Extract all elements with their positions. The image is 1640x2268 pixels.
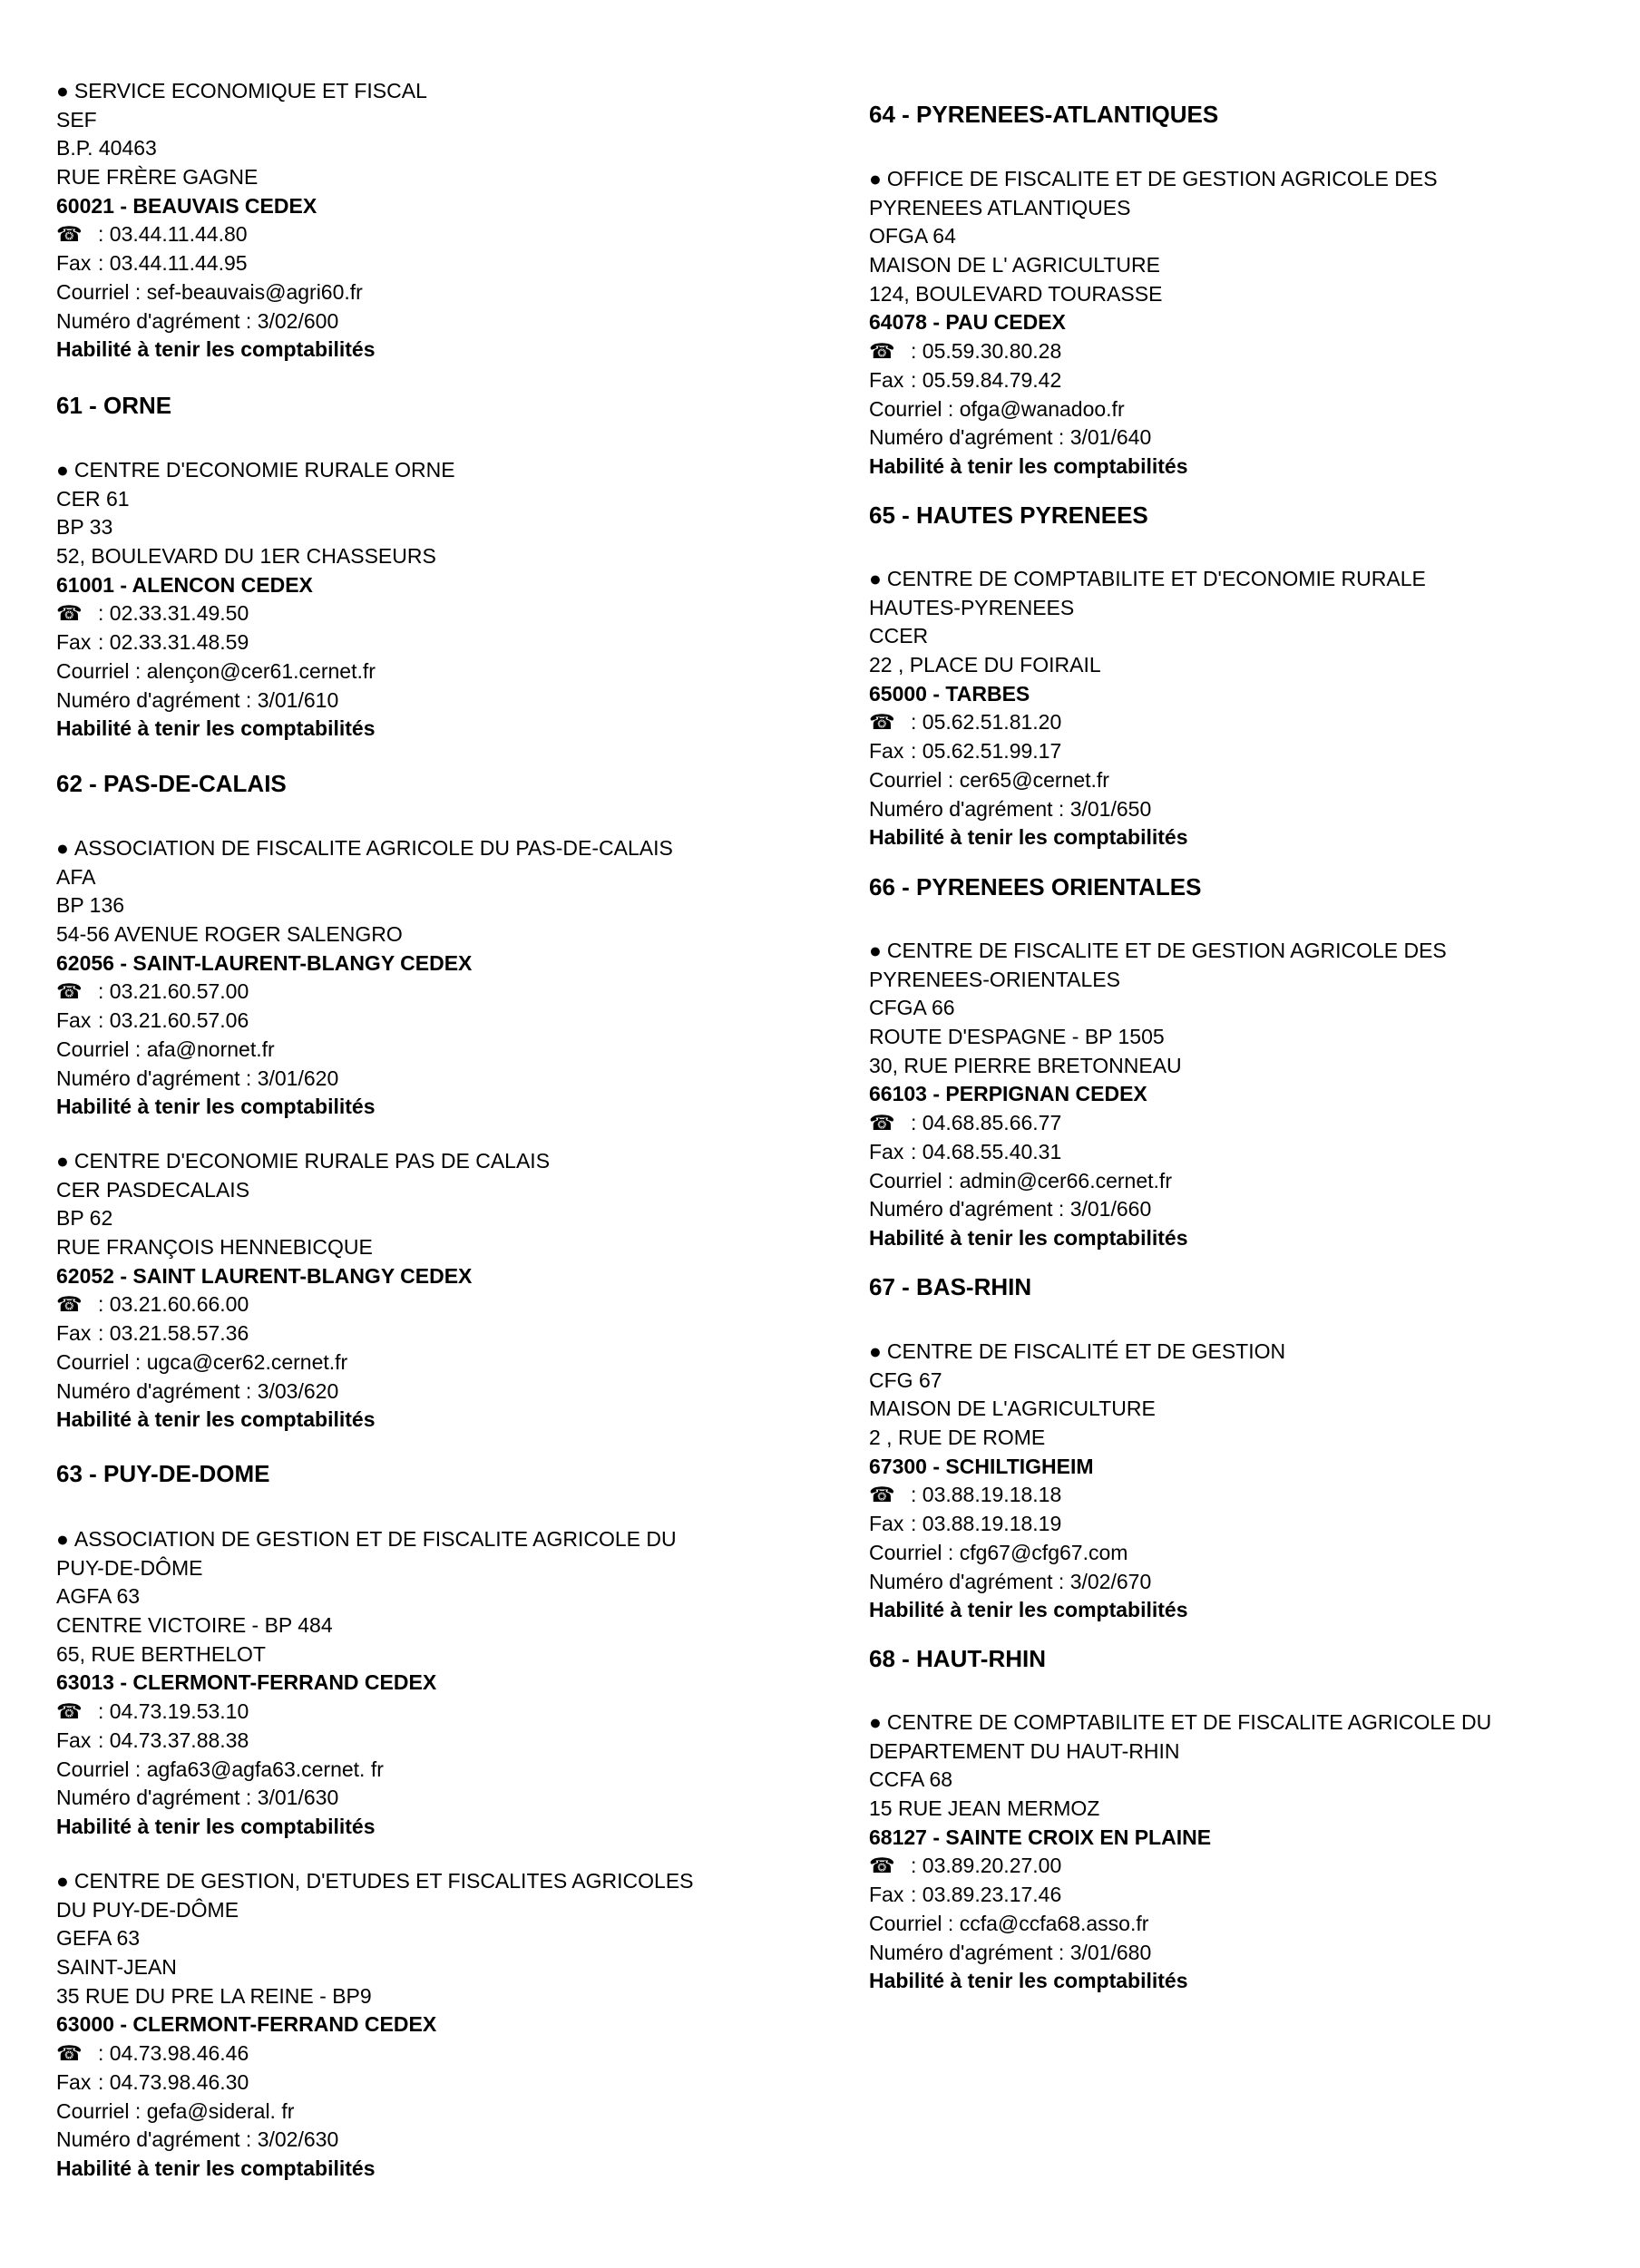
fax-line: [869, 366, 1631, 395]
organization-entry: [56, 1525, 845, 1842]
habilitation-note: Habilité à tenir les comptabilités: [56, 1407, 376, 1432]
agrement-number: Numéro d'agrément : 3/02/630: [56, 2127, 339, 2152]
fax-line: [869, 1510, 1631, 1539]
agrement-number: Numéro d'agrément : 3/01/640: [869, 425, 1152, 450]
email-line: Courriel : ugca@cer62.cernet.fr: [56, 1349, 348, 1374]
organization-name: [869, 594, 1631, 623]
phone-icon: ☎: [56, 979, 83, 1004]
organization-name-text: PYRENEES ATLANTIQUES: [869, 195, 1131, 219]
agrement-number: Numéro d'agrément : 3/02/600: [56, 308, 339, 333]
postal-city: 63013 - CLERMONT-FERRAND CEDEX: [56, 1670, 437, 1695]
organization-name: [56, 77, 845, 106]
phone-icon: ☎: [56, 222, 83, 247]
organization-name-text: HAUTES-PYRENEES: [869, 595, 1075, 619]
phone-icon: ☎: [56, 1699, 83, 1724]
address-line: CCER: [869, 624, 929, 648]
address-line: CFGA 66: [869, 996, 955, 1020]
bullet-icon: ●: [869, 167, 882, 190]
address-line: 54-56 AVENUE ROGER SALENGRO: [56, 922, 403, 947]
address-line: RUE FRÈRE GAGNE: [56, 165, 259, 190]
organization-name-text: PUY-DE-DÔME: [56, 1555, 203, 1580]
habilitation-note: Habilité à tenir les comptabilités: [56, 2156, 376, 2180]
habilitation-note: Habilité à tenir les comptabilités: [869, 1969, 1188, 1993]
organization-name-text: ASSOCIATION DE GESTION ET DE FISCALITE AGRICOLE DU: [73, 1527, 677, 1551]
fax-line: [56, 1319, 845, 1348]
habilitation-note: Habilité à tenir les comptabilités: [56, 716, 376, 741]
fax-label: Fax: [869, 367, 904, 392]
organization-name: [56, 834, 845, 863]
bullet-icon: ●: [56, 1527, 69, 1551]
organization-name-text: OFFICE DE FISCALITE ET DE GESTION AGRICOLE DES: [886, 167, 1438, 190]
phone-number: : 03.88.19.18.18: [911, 1483, 1062, 1507]
organization-name: [869, 194, 1631, 223]
fax-line: [56, 2068, 845, 2098]
fax-number: : 05.59.84.79.42: [911, 367, 1062, 392]
section-heading: 61 - ORNE: [56, 392, 172, 419]
address-line: B.P. 40463: [56, 136, 157, 161]
email-line: Courriel : alençon@cer61.cernet.fr: [56, 658, 376, 683]
fax-number: : 03.89.23.17.46: [911, 1883, 1062, 1907]
bullet-icon: ●: [56, 458, 69, 482]
agrement-number: Numéro d'agrément : 3/01/610: [56, 687, 339, 712]
organization-name: [869, 565, 1631, 594]
organization-name-text: CENTRE DE FISCALITÉ ET DE GESTION: [886, 1339, 1286, 1363]
address-line: MAISON DE L' AGRICULTURE: [869, 253, 1160, 277]
fax-label: Fax: [869, 739, 904, 764]
organization-name-text: CENTRE DE COMPTABILITE ET D'ECONOMIE RURALE: [886, 567, 1426, 590]
phone-icon: ☎: [869, 1483, 895, 1507]
fax-number: : 03.44.11.44.95: [98, 251, 248, 276]
phone-icon: ☎: [869, 339, 895, 364]
address-line: CENTRE VICTOIRE - BP 484: [56, 1613, 333, 1638]
fax-label: Fax: [56, 1728, 92, 1752]
organization-name-text: DEPARTEMENT DU HAUT-RHIN: [869, 1738, 1180, 1763]
organization-entry: [869, 937, 1631, 1253]
organization-name: [869, 165, 1631, 194]
organization-entry: [56, 456, 845, 744]
agrement-number: Numéro d'agrément : 3/01/660: [869, 1197, 1152, 1222]
fax-label: Fax: [56, 1321, 92, 1346]
fax-number: : 05.62.51.99.17: [911, 739, 1062, 764]
address-line: GEFA 63: [56, 1926, 141, 1951]
address-line: ROUTE D'ESPAGNE - BP 1505: [869, 1025, 1165, 1049]
organization-entry: [56, 1867, 845, 2184]
address-line: 2 , RUE DE ROME: [869, 1426, 1046, 1450]
postal-city: 67300 - SCHILTIGHEIM: [869, 1454, 1094, 1478]
section-heading: 64 - PYRENEES-ATLANTIQUES: [869, 101, 1219, 128]
phone-number: : 05.62.51.81.20: [911, 710, 1062, 735]
organization-name-text: CENTRE DE FISCALITE ET DE GESTION AGRICOLE DES: [886, 939, 1447, 962]
postal-city: 65000 - TARBES: [869, 681, 1030, 706]
email-line: Courriel : agfa63@agfa63.cernet. fr: [56, 1757, 384, 1781]
address-line: BP 33: [56, 515, 113, 540]
email-line: Courriel : cer65@cernet.fr: [869, 767, 1109, 792]
address-line: OFGA 64: [869, 224, 956, 248]
organization-name: [56, 1554, 845, 1583]
organization-name: [869, 966, 1631, 995]
fax-number: : 02.33.31.48.59: [98, 630, 249, 655]
fax-number: : 04.68.55.40.31: [911, 1139, 1062, 1163]
phone-line: [869, 1481, 1631, 1510]
address-line: SAINT-JEAN: [56, 1955, 177, 1980]
postal-city: 64078 - PAU CEDEX: [869, 310, 1066, 335]
fax-number: : 04.73.37.88.38: [98, 1728, 249, 1752]
email-line: Courriel : afa@nornet.fr: [56, 1037, 275, 1061]
address-line: 30, RUE PIERRE BRETONNEAU: [869, 1053, 1182, 1077]
organization-name: [56, 1896, 845, 1925]
phone-icon: ☎: [56, 1292, 83, 1317]
fax-number: : 03.21.60.57.06: [98, 1008, 249, 1033]
postal-city: 62052 - SAINT LAURENT-BLANGY CEDEX: [56, 1263, 473, 1288]
phone-icon: ☎: [56, 2041, 83, 2066]
bullet-icon: ●: [869, 1339, 882, 1363]
bullet-icon: ●: [56, 836, 69, 860]
address-line: 65, RUE BERTHELOT: [56, 1641, 266, 1666]
habilitation-note: Habilité à tenir les comptabilités: [56, 1095, 376, 1119]
phone-line: [56, 978, 845, 1007]
organization-name-text: ASSOCIATION DE FISCALITE AGRICOLE DU PAS-DE-CALAIS: [73, 836, 673, 860]
email-line: Courriel : admin@cer66.cernet.fr: [869, 1168, 1172, 1192]
postal-city: 62056 - SAINT-LAURENT-BLANGY CEDEX: [56, 950, 473, 975]
organization-entry: [869, 165, 1631, 482]
organization-name-text: SERVICE ECONOMIQUE ET FISCAL: [73, 79, 427, 102]
postal-city: 63000 - CLERMONT-FERRAND CEDEX: [56, 2012, 437, 2037]
fax-line: [869, 1138, 1631, 1167]
phone-number: : 04.68.85.66.77: [911, 1111, 1062, 1135]
fax-number: : 03.88.19.18.19: [911, 1512, 1062, 1536]
agrement-number: Numéro d'agrément : 3/02/670: [869, 1569, 1152, 1593]
bullet-icon: ●: [56, 79, 69, 102]
phone-line: [869, 708, 1631, 737]
organization-entry: [56, 1147, 845, 1435]
phone-icon: ☎: [869, 710, 895, 735]
fax-label: Fax: [56, 1008, 92, 1033]
organization-name-text: CENTRE D'ECONOMIE RURALE PAS DE CALAIS: [73, 1149, 551, 1173]
habilitation-note: Habilité à tenir les comptabilités: [869, 453, 1188, 478]
organization-name-text: CENTRE DE GESTION, D'ETUDES ET FISCALITES AGRICOLES: [73, 1869, 694, 1893]
organization-name: [869, 1738, 1631, 1767]
organization-entry: [56, 834, 845, 1122]
fax-line: [56, 1727, 845, 1756]
phone-icon: ☎: [56, 601, 83, 626]
phone-number: : 04.73.19.53.10: [98, 1699, 249, 1724]
address-line: 35 RUE DU PRE LA REINE - BP9: [56, 1983, 372, 2008]
phone-line: [56, 1698, 845, 1727]
bullet-icon: ●: [869, 1710, 882, 1734]
fax-label: Fax: [869, 1139, 904, 1163]
organization-name: [56, 1147, 845, 1176]
agrement-number: Numéro d'agrément : 3/01/650: [869, 796, 1152, 821]
habilitation-note: Habilité à tenir les comptabilités: [869, 1225, 1188, 1250]
phone-number: : 05.59.30.80.28: [911, 339, 1062, 364]
address-line: AFA: [56, 864, 96, 889]
address-line: CCFA 68: [869, 1767, 953, 1792]
organization-name: [56, 456, 845, 485]
organization-entry: [869, 1708, 1631, 1996]
habilitation-note: Habilité à tenir les comptabilités: [56, 1814, 376, 1838]
postal-city: 61001 - ALENCON CEDEX: [56, 572, 313, 597]
organization-name: [56, 1867, 845, 1896]
habilitation-note: Habilité à tenir les comptabilités: [869, 1598, 1188, 1622]
organization-name-text: DU PUY-DE-DÔME: [56, 1897, 239, 1922]
address-line: 15 RUE JEAN MERMOZ: [869, 1796, 1100, 1821]
organization-name-text: PYRENEES-ORIENTALES: [869, 967, 1120, 991]
organization-name-text: CENTRE DE COMPTABILITE ET DE FISCALITE AGRICOLE DU: [886, 1710, 1492, 1734]
phone-number: : 03.21.60.57.00: [98, 979, 249, 1004]
address-line: CER PASDECALAIS: [56, 1177, 250, 1202]
fax-label: Fax: [56, 251, 92, 276]
address-line: 52, BOULEVARD DU 1ER CHASSEURS: [56, 544, 436, 569]
fax-label: Fax: [56, 2069, 92, 2094]
address-line: CFG 67: [869, 1368, 942, 1392]
address-line: CER 61: [56, 486, 130, 511]
address-line: SEF: [56, 107, 97, 131]
habilitation-note: Habilité à tenir les comptabilités: [56, 337, 376, 362]
phone-line: [56, 220, 845, 249]
organization-entry: [869, 565, 1631, 852]
organization-name: [869, 1338, 1631, 1367]
phone-line: [869, 337, 1631, 366]
email-line: Courriel : ofga@wanadoo.fr: [869, 396, 1125, 421]
organization-name: [869, 1708, 1631, 1738]
address-line: BP 62: [56, 1206, 113, 1231]
fax-number: : 04.73.98.46.30: [98, 2069, 249, 2094]
fax-line: [56, 249, 845, 278]
section-heading: 63 - PUY-DE-DOME: [56, 1460, 270, 1487]
organization-entry: [56, 77, 845, 365]
phone-line: [56, 1290, 845, 1319]
section-heading: 66 - PYRENEES ORIENTALES: [869, 873, 1202, 900]
organization-name-text: CENTRE D'ECONOMIE RURALE ORNE: [73, 458, 455, 482]
postal-city: 68127 - SAINTE CROIX EN PLAINE: [869, 1825, 1212, 1849]
agrement-number: Numéro d'agrément : 3/01/620: [56, 1066, 339, 1090]
email-line: Courriel : sef-beauvais@agri60.fr: [56, 279, 363, 304]
agrement-number: Numéro d'agrément : 3/01/630: [56, 1786, 339, 1810]
bullet-icon: ●: [56, 1869, 69, 1893]
phone-line: [56, 599, 845, 628]
phone-number: : 02.33.31.49.50: [98, 601, 249, 626]
phone-number: : 03.89.20.27.00: [911, 1854, 1062, 1878]
fax-line: [869, 1881, 1631, 1910]
phone-number: : 03.44.11.44.80: [98, 222, 248, 247]
agrement-number: Numéro d'agrément : 3/01/680: [869, 1940, 1152, 1964]
organization-entry: [869, 1338, 1631, 1625]
section-heading: 67 - BAS-RHIN: [869, 1273, 1032, 1300]
fax-label: Fax: [869, 1512, 904, 1536]
phone-line: [869, 1109, 1631, 1138]
section-heading: 65 - HAUTES PYRENEES: [869, 501, 1148, 529]
phone-icon: ☎: [869, 1854, 895, 1878]
organization-name: [869, 937, 1631, 966]
address-line: AGFA 63: [56, 1584, 141, 1609]
bullet-icon: ●: [869, 567, 882, 590]
bullet-icon: ●: [869, 939, 882, 962]
fax-line: [56, 628, 845, 657]
address-line: BP 136: [56, 893, 125, 918]
address-line: 22 , PLACE DU FOIRAIL: [869, 653, 1101, 677]
postal-city: 66103 - PERPIGNAN CEDEX: [869, 1082, 1147, 1106]
phone-number: : 04.73.98.46.46: [98, 2041, 249, 2066]
phone-icon: ☎: [869, 1111, 895, 1135]
email-line: Courriel : cfg67@cfg67.com: [869, 1540, 1128, 1564]
address-line: MAISON DE L'AGRICULTURE: [869, 1397, 1156, 1421]
fax-line: [56, 1007, 845, 1036]
postal-city: 60021 - BEAUVAIS CEDEX: [56, 193, 317, 218]
habilitation-note: Habilité à tenir les comptabilités: [869, 825, 1188, 850]
fax-number: : 03.21.58.57.36: [98, 1321, 249, 1346]
email-line: Courriel : gefa@sideral. fr: [56, 2098, 295, 2123]
section-heading: 68 - HAUT-RHIN: [869, 1645, 1047, 1672]
fax-label: Fax: [869, 1883, 904, 1907]
address-line: RUE FRANÇOIS HENNEBICQUE: [56, 1235, 373, 1260]
section-heading: 62 - PAS-DE-CALAIS: [56, 770, 287, 797]
bullet-icon: ●: [56, 1149, 69, 1173]
phone-number: : 03.21.60.66.00: [98, 1292, 249, 1317]
address-line: 124, BOULEVARD TOURASSE: [869, 281, 1163, 306]
email-line: Courriel : ccfa@ccfa68.asso.fr: [869, 1911, 1149, 1935]
phone-line: [869, 1852, 1631, 1881]
fax-line: [869, 737, 1631, 766]
organization-name: [56, 1525, 845, 1554]
agrement-number: Numéro d'agrément : 3/03/620: [56, 1378, 339, 1403]
fax-label: Fax: [56, 630, 92, 655]
phone-line: [56, 2039, 845, 2068]
